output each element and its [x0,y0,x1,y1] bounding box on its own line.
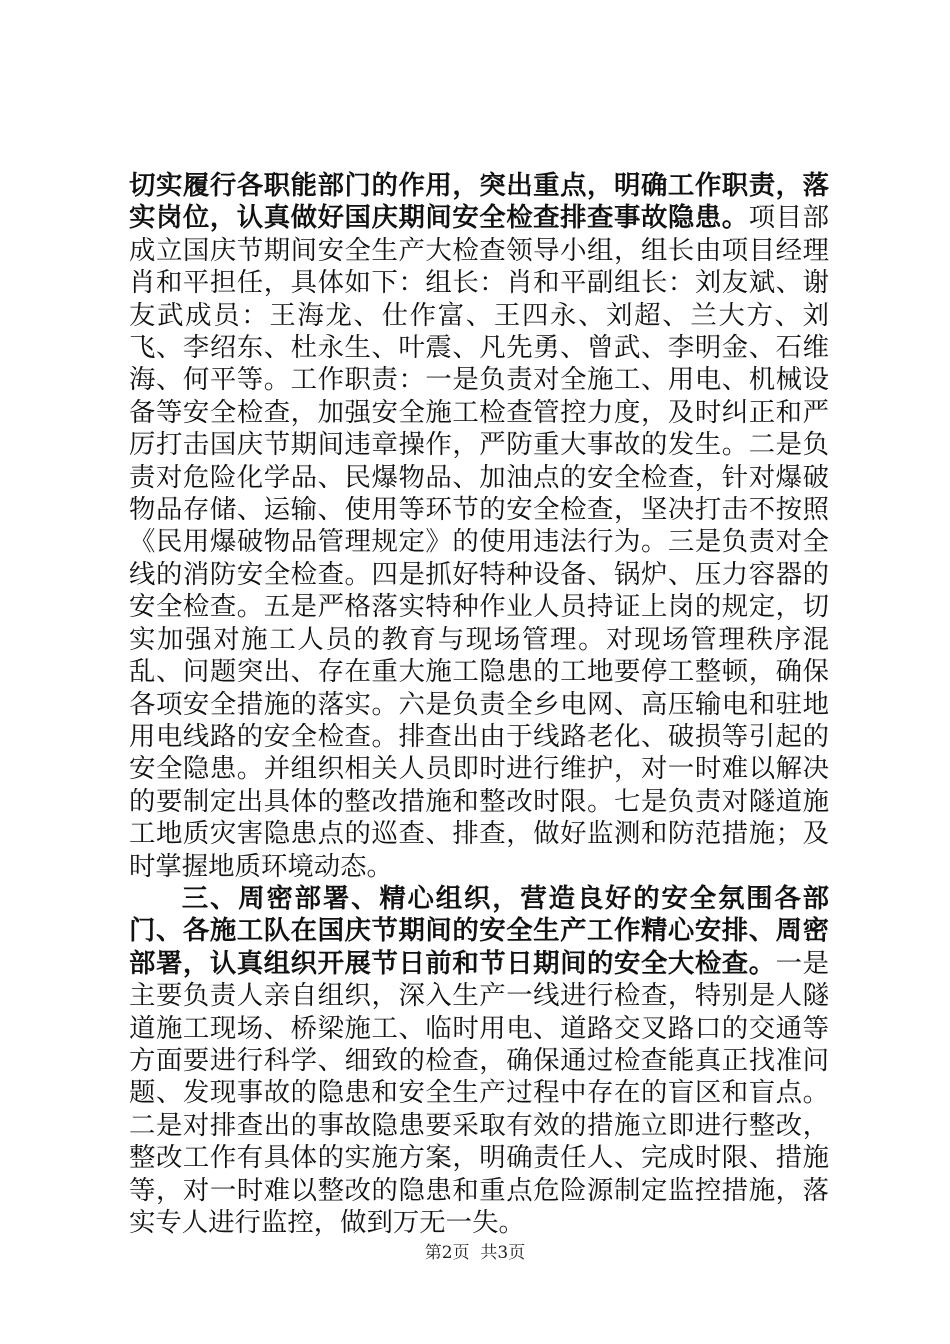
page-number-label: 第2页 共3页 [424,1243,526,1263]
paragraph-text: 一是主要负责人亲自组织，深入生产一线进行检查，特别是人隧道施工现场、桥梁施工、临时用电、道路交叉路口的交通等方面要进行科学、细致的检查，确保通过检查能真正找准问题、发现事故的隐患和安全生产过程中存在的盲区和盲点。二是对排查出的事故隐患要采取有效的措施立即进行整改，整改工作有具体的实施方案，明确责任人、完成时限、措施等，对一时难以整改的隐患和重点危险源制定监控措施，落实专人进行监控，做到万无一失。 [129,947,830,1238]
section-heading-bold: 三、周密部署、精心组织，营造良好的安全氛围各部门、各施工队在国庆节期间的安全生产工作精心安排、周密部署，认真组织开展节日前和节日期间的安全大检查。 [129,882,829,979]
document-body [129,170,829,1239]
paragraph-heading-bold: 切实履行各职能部门的作用，突出重点，明确工作职责，落实岗位，认真做好国庆期间安全检查排查事故隐患。 [129,170,829,234]
paragraph-section-three [129,883,829,1239]
page-footer [0,1243,950,1263]
paragraph-text: 项目部成立国庆节期间安全生产大检查领导小组，组长由项目经理肖和平担任，具体如下：组长：肖和平副组长：刘友斌、谢友武成员：王海龙、仕作富、王四永、刘超、兰大方、刘飞、李绍东、杜永生、叶震、凡先勇、曾武、李明金、石维海、何平等。工作职责：一是负责对全施工、用电、机械设备等安全检查，加强安全施工检查管控力度，及时纠正和严厉打击国庆节期间违章操作，严防重大事故的发生。二是负责对危险化学品、民爆物品、加油点的安全检查，针对爆破物品存储、运输、使用等环节的安全检查，坚决打击不按照《民用爆破物品管理规定》的使用违法行为。三是负责对全线的消防安全检查。四是抓好特种设备、锅炉、压力容器的安全检查。五是严格落实特种作业人员持证上岗的规定，切实加强对施工人员的教育与现场管理。对现场管理秩序混乱、问题突出、存在重大施工隐患的工地要停工整顿，确保各项安全措施的落实。六是负责全乡电网、高压输电和驻地用电线路的安全检查。排查出由于线路老化、破损等引起的安全隐患。并组织相关人员即时进行维护，对一时难以解决的要制定出具体的整改措施和整改时限。七是负责对隧道施工地质灾害隐患点的巡查、排查，做好监测和防范措施；及时掌握地质环境动态。 [129,202,829,882]
paragraph-responsibilities [129,170,829,883]
